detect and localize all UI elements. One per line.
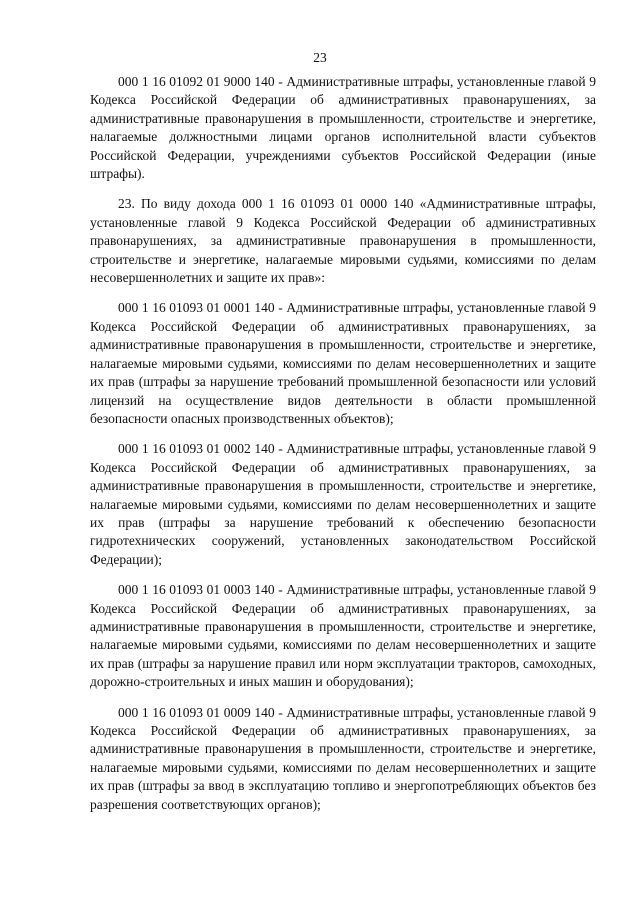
paragraph-item-23: 23. По виду дохода 000 1 16 01093 01 0000 140 «Административные штрафы, установленные главой 9 Кодекса Российской Федерации об административных правонарушениях, за административные правонарушения в промышленности, строительстве и энергетике, налагаемые мировыми судьями, комиссиями по делам несовершеннолетних и защите их прав»: — [90, 196, 596, 286]
paragraph-code-01092-9000: 000 1 16 01092 01 9000 140 - Административные штрафы, установленные главой 9 Кодекса Российской Федерации об административных правонарушениях, за административные правонарушения в промышленности, строительстве и энергетике, налагаемые должностными лицами органов исполнительной власти субъектов Российской Федерации, учреждениями субъектов Российской Федерации (иные штрафы). — [90, 74, 596, 182]
paragraph-code-01093-0001: 000 1 16 01093 01 0001 140 - Административные штрафы, установленные главой 9 Кодекса Российской Федерации об административных правонарушениях, за административные правонарушения в промышленности, строительстве и энергетике, налагаемые мировыми судьями, комиссиями по делам несовершеннолетних и защите их прав (штрафы за нарушение требований промышленной безопасности или условий лицензий на осуществление видов деятельности в области промышленной безопасности опасных производственных объектов); — [90, 300, 596, 426]
paragraph-code-01093-0002: 000 1 16 01093 01 0002 140 - Административные штрафы, установленные главой 9 Кодекса Российской Федерации об административных правонарушениях, за административные правонарушения в промышленности, строительстве и энергетике, налагаемые мировыми судьями, комиссиями по делам несовершеннолетних и защите их прав (штрафы за нарушение требований к обеспечению безопасности гидротехнических сооружений, установленных законодательством Российской Федерации); — [90, 441, 596, 567]
paragraph-code-01093-0003: 000 1 16 01093 01 0003 140 - Административные штрафы, установленные главой 9 Кодекса Российской Федерации об административных правонарушениях, за административные правонарушения в промышленности, строительстве и энергетике, налагаемые мировыми судьями, комиссиями по делам несовершеннолетних и защите их прав (штрафы за нарушение правил или норм эксплуатации тракторов, самоходных, дорожно-строительных и иных машин и оборудования); — [90, 582, 596, 690]
page-number: 23 — [313, 50, 327, 65]
document-body — [90, 73, 596, 826]
paragraph-code-01093-0009: 000 1 16 01093 01 0009 140 - Административные штрафы, установленные главой 9 Кодекса Российской Федерации об административных правонарушениях, за административные правонарушения в промышленности, строительстве и энергетике, налагаемые мировыми судьями, комиссиями по делам несовершеннолетних и защите их прав (штрафы за ввод в эксплуатацию топливо и энергопотребляющих объектов без разрешения соответствующих органов); — [90, 704, 596, 812]
